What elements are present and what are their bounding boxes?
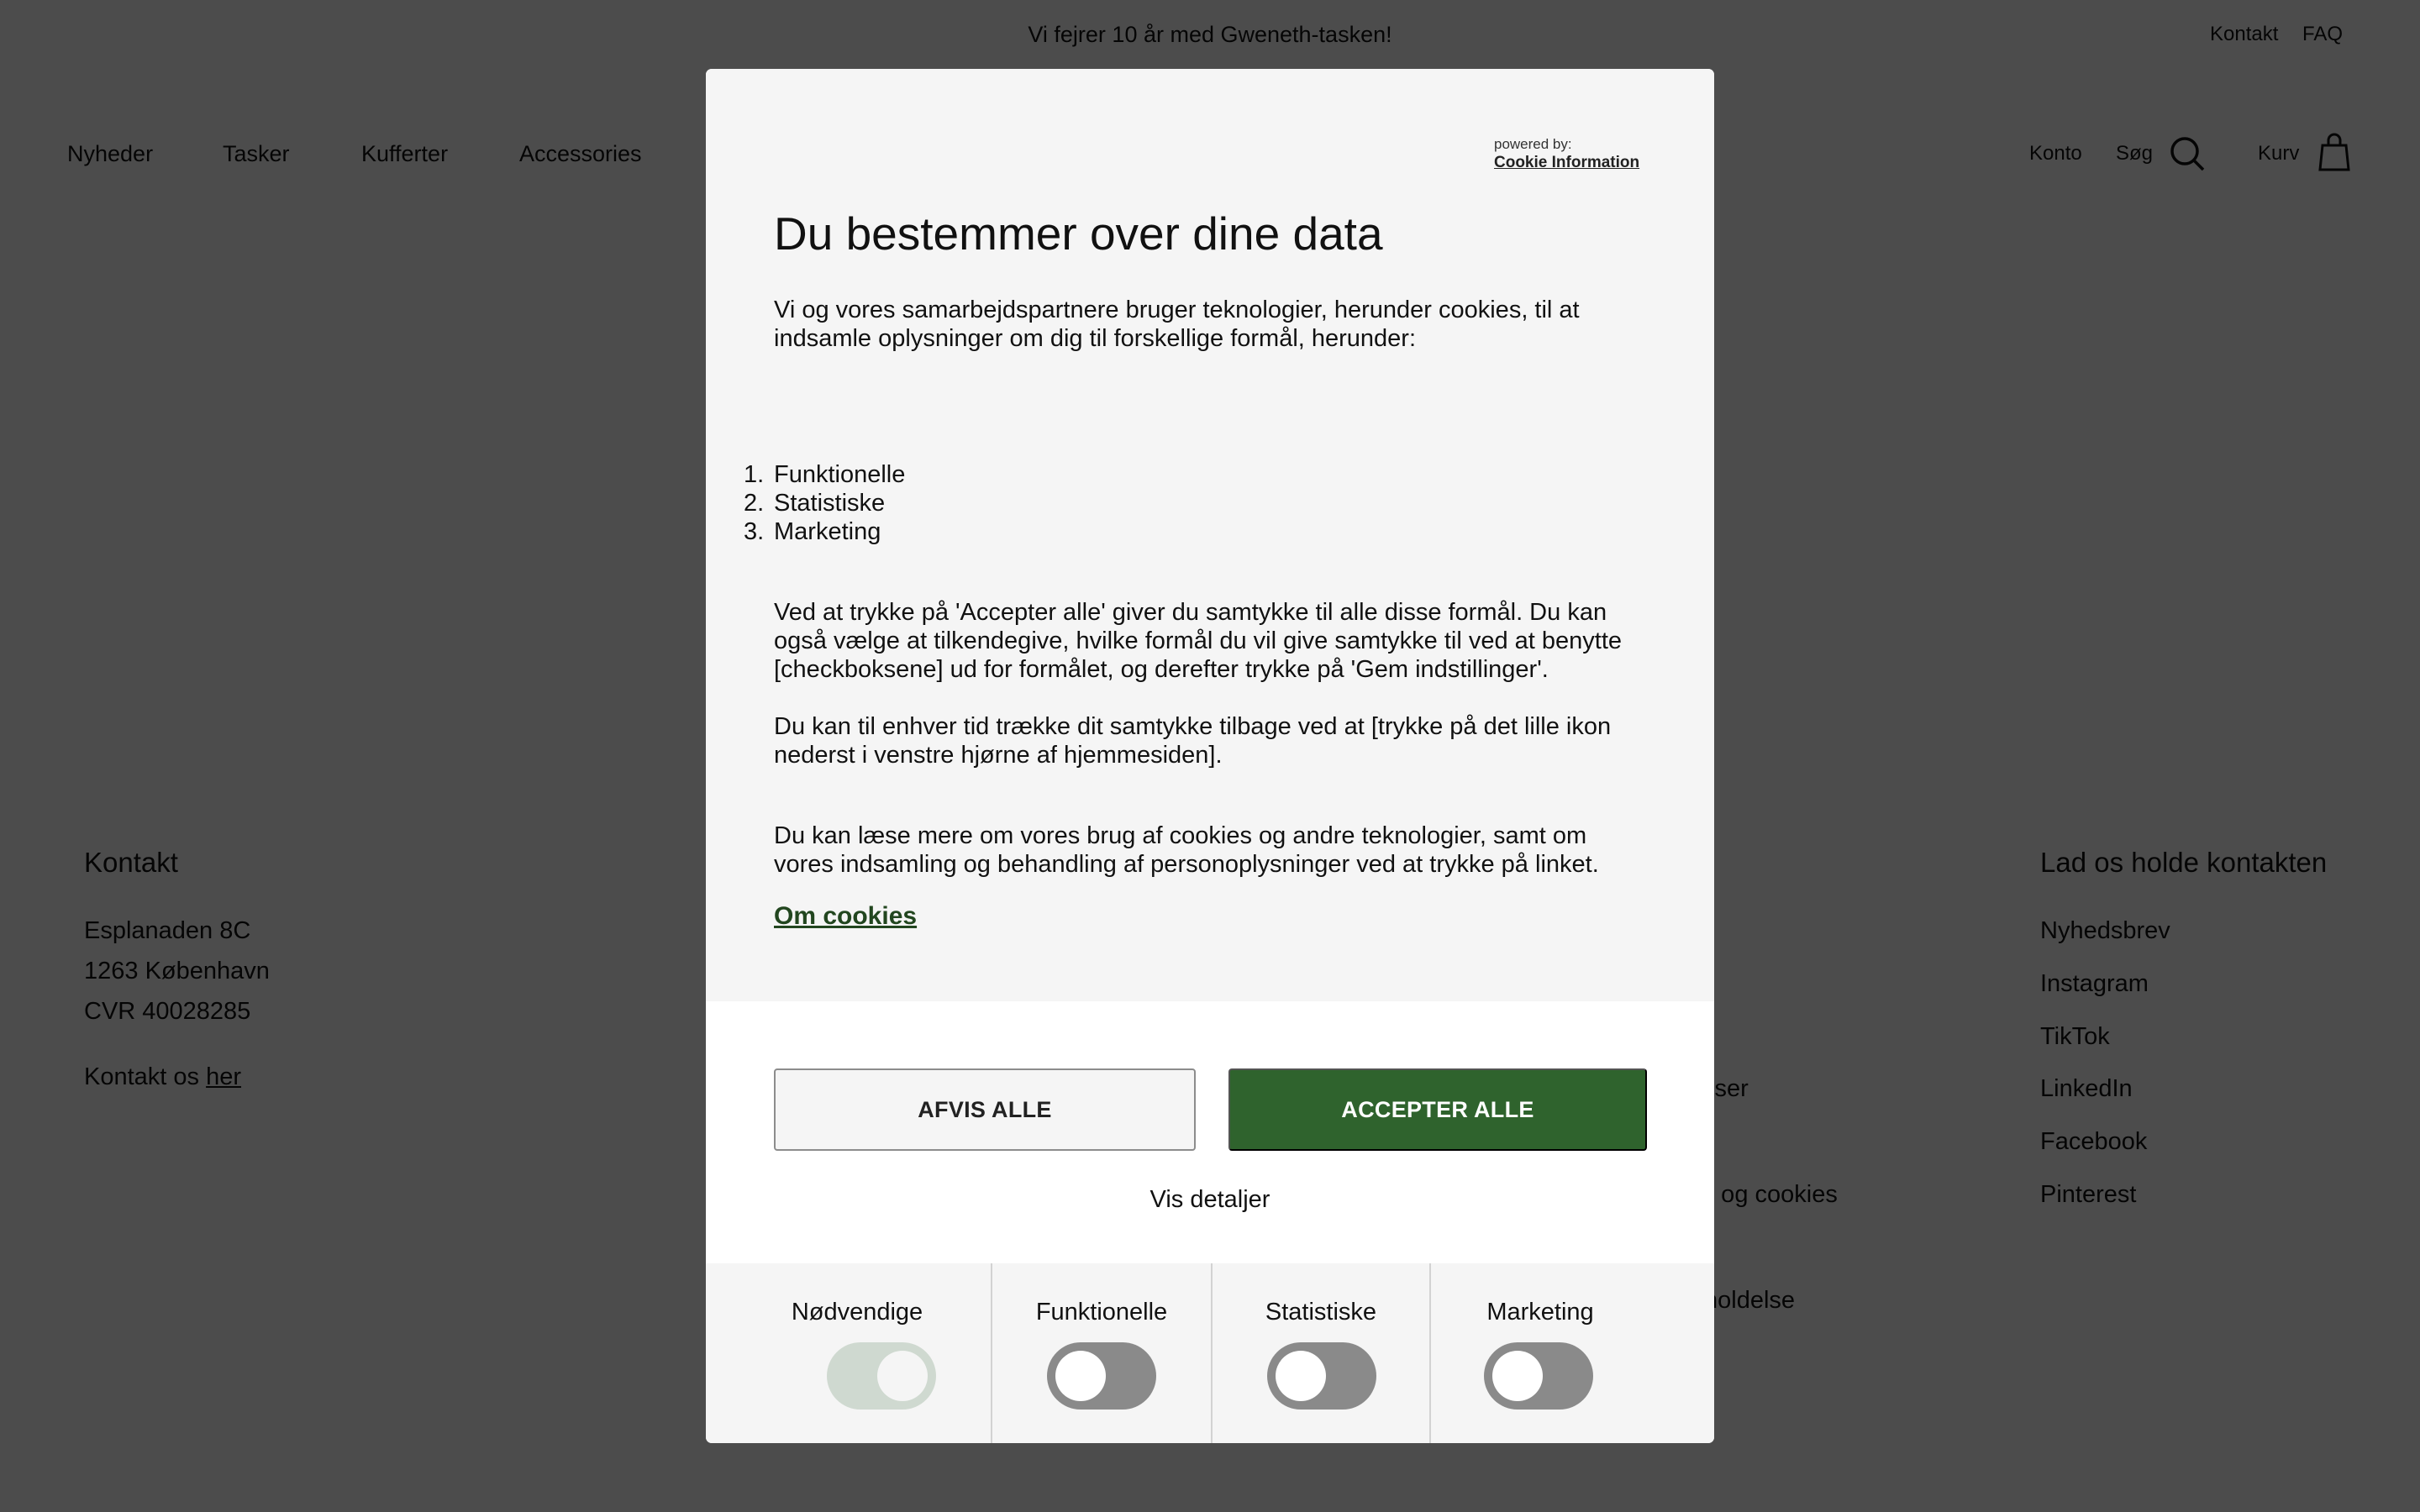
category-necessary: [706, 1263, 991, 1443]
modal-title: Du bestemmer over dine data: [774, 207, 1383, 260]
category-marketing: [1429, 1263, 1714, 1443]
category-label: Funktionelle: [1035, 1299, 1168, 1326]
about-cookies-link[interactable]: Om cookies: [774, 902, 918, 930]
toggle-functional[interactable]: [1047, 1342, 1156, 1410]
consent-category-toggles: [706, 1263, 1714, 1443]
purpose-item: [744, 489, 905, 517]
purpose-label: Funktionelle: [774, 461, 906, 488]
list-number: 2.: [744, 490, 765, 517]
purpose-label: Statistiske: [774, 490, 886, 517]
withdraw-explanation: Du kan til enhver tid trække dit samtykke tilbage ved at [trykke på det lille ikon nederst i venstre hjørne af hjemmesiden].: [774, 713, 1612, 769]
consent-info-section: [706, 69, 1714, 1001]
category-label: Statistiske: [1265, 1299, 1377, 1326]
purpose-label: Marketing: [774, 518, 881, 545]
purpose-list: [744, 460, 906, 546]
toggle-knob: [877, 1351, 928, 1401]
list-number: 3.: [744, 518, 765, 545]
toggle-marketing[interactable]: [1484, 1342, 1593, 1410]
toggle-knob: [1055, 1351, 1106, 1401]
read-more-text: Du kan læse mere om vores brug af cookies og andre teknologier, samt om vores indsamling og behandling af personoplysninger ved at trykke på linket.: [774, 822, 1599, 878]
powered-by-label: powered by:: [1494, 136, 1572, 152]
intro-text: Vi og vores samarbejdspartnere bruger teknologier, herunder cookies, til at indsamle oplysninger om dig til forskellige formål, herunder:: [774, 297, 1580, 352]
show-details-link[interactable]: Vis detaljer: [1150, 1186, 1270, 1213]
toggle-necessary: [827, 1342, 936, 1410]
toggle-knob: [1492, 1351, 1543, 1401]
category-label: Marketing: [1486, 1299, 1594, 1326]
cookie-consent-modal: [706, 69, 1714, 1443]
cookie-information-link[interactable]: Cookie Information: [1494, 154, 1640, 171]
category-statistics: [1211, 1263, 1429, 1443]
purpose-item: [744, 517, 905, 546]
toggle-knob: [1276, 1351, 1326, 1401]
purpose-item: [744, 460, 906, 489]
list-number: 1.: [744, 461, 765, 488]
consent-actions: [706, 1001, 1714, 1263]
category-label: Nødvendige: [791, 1299, 923, 1326]
decline-all-button[interactable]: AFVIS ALLE: [774, 1068, 1196, 1151]
consent-explanation: Ved at trykke på 'Accepter alle' giver du samtykke til alle disse formål. Du kan også vælge at tilkendegive, hvilke formål du vil give samtykke til ved at benytte [checkboksene] ud for formålet, og derefter trykke på 'Gem indstillinger'.: [774, 599, 1623, 683]
toggle-statistics[interactable]: [1267, 1342, 1376, 1410]
category-functional: [991, 1263, 1211, 1443]
accept-all-button[interactable]: ACCEPTER ALLE: [1228, 1068, 1647, 1151]
